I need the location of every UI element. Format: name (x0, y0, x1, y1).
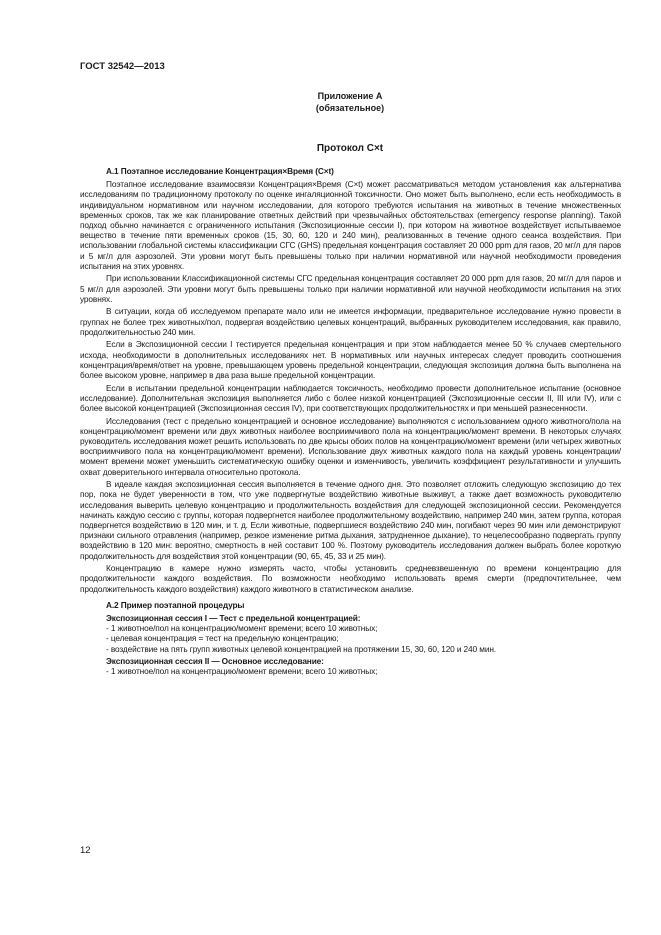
list-item: - целевая концентрация = тест на предельную концентрацию; (106, 633, 339, 644)
session-1-title: Экспозиционная сессия I — Тест с предельной концентрацией: (106, 613, 361, 624)
section-a2-heading: А.2 Пример поэтапной процедуры (106, 599, 245, 610)
session-1-list (80, 623, 621, 654)
session-2-list (80, 666, 621, 676)
document-code: ГОСТ 32542—2013 (80, 61, 165, 72)
section-a1-heading: А.1 Поэтапное исследование Концентрация×Время (C×t) (106, 166, 334, 176)
list-item: - 1 животное/пол на концентрацию/момент времени; всего 10 животных; (106, 623, 378, 634)
page-number: 12 (80, 845, 91, 856)
annex-status: (обязательное) (315, 103, 385, 113)
paragraph: Поэтапное исследование взаимосвязи Концентрация×Время (C×t) может рассматриваться методом установления как альтернатива исследованиям по традиционному протоколу по оценке ингаляционной токсичности. Оно может быть выполнено, если есть необходимость в индивидуальном нормативном или научном исследовании, для которого требуются испытания на животных в течение множественных временных сроков, так же как планирование ответных действий при чрезвычайных обстоятельствах (emergency response planning). Такой подход обычно начинается с ограниченного испытания (Экспозиционные сессии I), при котором на животное воздействует испытываемое вещество в течение пяти временных сроков (15, 30, 60, 120 и 240 мин), реализованных в течение одного сеанса воздействия. При использовании глобальной системы классификации СГС (GHS) предельная концентрация составляет 20 000 ppm для газов, 20 мг/л для паров и 5 мг/л для аэрозолей. Эти уровни могут быть превышены только при наличии нормативной или научной необходимости проведения испытания на этих уровнях. (80, 179, 621, 271)
document-body (80, 166, 621, 676)
paragraph: При использовании Классификационной системы СГС предельная концентрация составляет 20 000 ppm для газов, 20 мг/л для паров и 5 мг/л для аэрозолей. Эти уровни могут быть превышены только при наличии нормативной или научной необходимости испытания на этих уровнях. (80, 273, 621, 304)
session-2-title: Экспозиционная сессия II — Основное исследование: (106, 655, 324, 666)
annex-title: Приложение А (317, 91, 383, 101)
paragraph: Если в Экспозиционной сессии I тестируется предельная концентрация и при этом наблюдается менее 50 % случаев смертельного исхода, необходимости в дополнительных исследованиях нет. В нормативных или научных интересах следует проводить соотношения концентрация/время/ответ на уровне, превышающем уровень предельной концентрации, следующая экспозиция должна быть выполнена на более высоком уровне, например в два раза выше предельной концентрации. (80, 339, 621, 381)
protocol-title: Протокол C×t (316, 143, 384, 154)
paragraph: Исследования (тест с предельно концентрацией и основное исследование) выполняются с использованием одного животного/пола на концентрацию/момент времени или двух животных наиболее восприимчивого пола на концентрацию/момент времени. В некоторых случаях руководитель исследования может решить использовать по две крысы обоих полов на концентрацию/момент времени (или четырех животных восприимчивого пола на концентрацию/момент времени). Использование двух животных каждого пола на каждый уровень концентрации/момент времени может уменьшить систематическую ошибку оценки и изменчивость, увеличить коэффициент результативности и улучшить охват доверительного интервала относительно протокола. (80, 415, 621, 477)
paragraph: В ситуации, когда об исследуемом препарате мало или не имеется информации, предварительное исследование нужно провести в группах не более трех животных/пол, подвергая воздействию целевых концентраций, выбранных руководителем исследования, как правило, продолжительностью 240 мин. (80, 306, 621, 337)
paragraph: Концентрацию в камере нужно измерять часто, чтобы установить средневзвешенную по времени концентрацию для продолжительности каждого воздействия. По возможности необходимо использовать время смерти (предпочтительнее, чем продолжительность каждого воздействия) каждого животного в статистическом анализе. (80, 563, 621, 594)
list-item: - воздействие на пять групп животных целевой концентрацией на протяжении 15, 30, 60, 120 и 240 мин. (106, 643, 496, 654)
annex-block (80, 90, 620, 114)
paragraph: В идеале каждая экспозиционная сессия выполняется в течение одного дня. Это позволяет отложить следующую экспозицию до тех пор, пока не будет уверенности в том, что уже подвергнутые воздействию животные выживут, а также дает возможность руководителю исследования выверить целевую концентрацию и продолжительность воздействия для следующей экспозиционной сессии. Рекомендуется начинать каждую сессию с группы, которая подвергнется наиболее продолжительному воздействию, например 240 мин, затем группа, которая подвергнется воздействию в 120 мин, и т. д. Если животные, подвергшиеся воздействию 240 мин, погибают через 90 мин или демонстрируют признаки сильного отравления (например, резкое изменение ритма дыхания, затрудненное дыхание), то нецелесообразно подвергать группу воздействию в 120 мин: вероятно, смертность в ней составит 100 %. Поэтому руководитель исследования должен выбрать более короткую продолжительность для воздействия этой концентрации (90, 65, 45, 33 и 25 мин). (80, 479, 621, 561)
list-item: - 1 животное/пол на концентрацию/момент времени; всего 10 животных; (106, 666, 378, 677)
paragraph: Если в испытании предельной концентрации наблюдается токсичность, необходимо провести дополнительное испытание (основное исследование). Дополнительная экспозиция выполняется либо с более низкой концентрацией (Экспозиционные сессии II, III или IV), или с более высокой концентрацией (Экспозиционная сессия IV), при соответствующих продолжительностях и при меньшей разнесенности. (80, 382, 621, 414)
